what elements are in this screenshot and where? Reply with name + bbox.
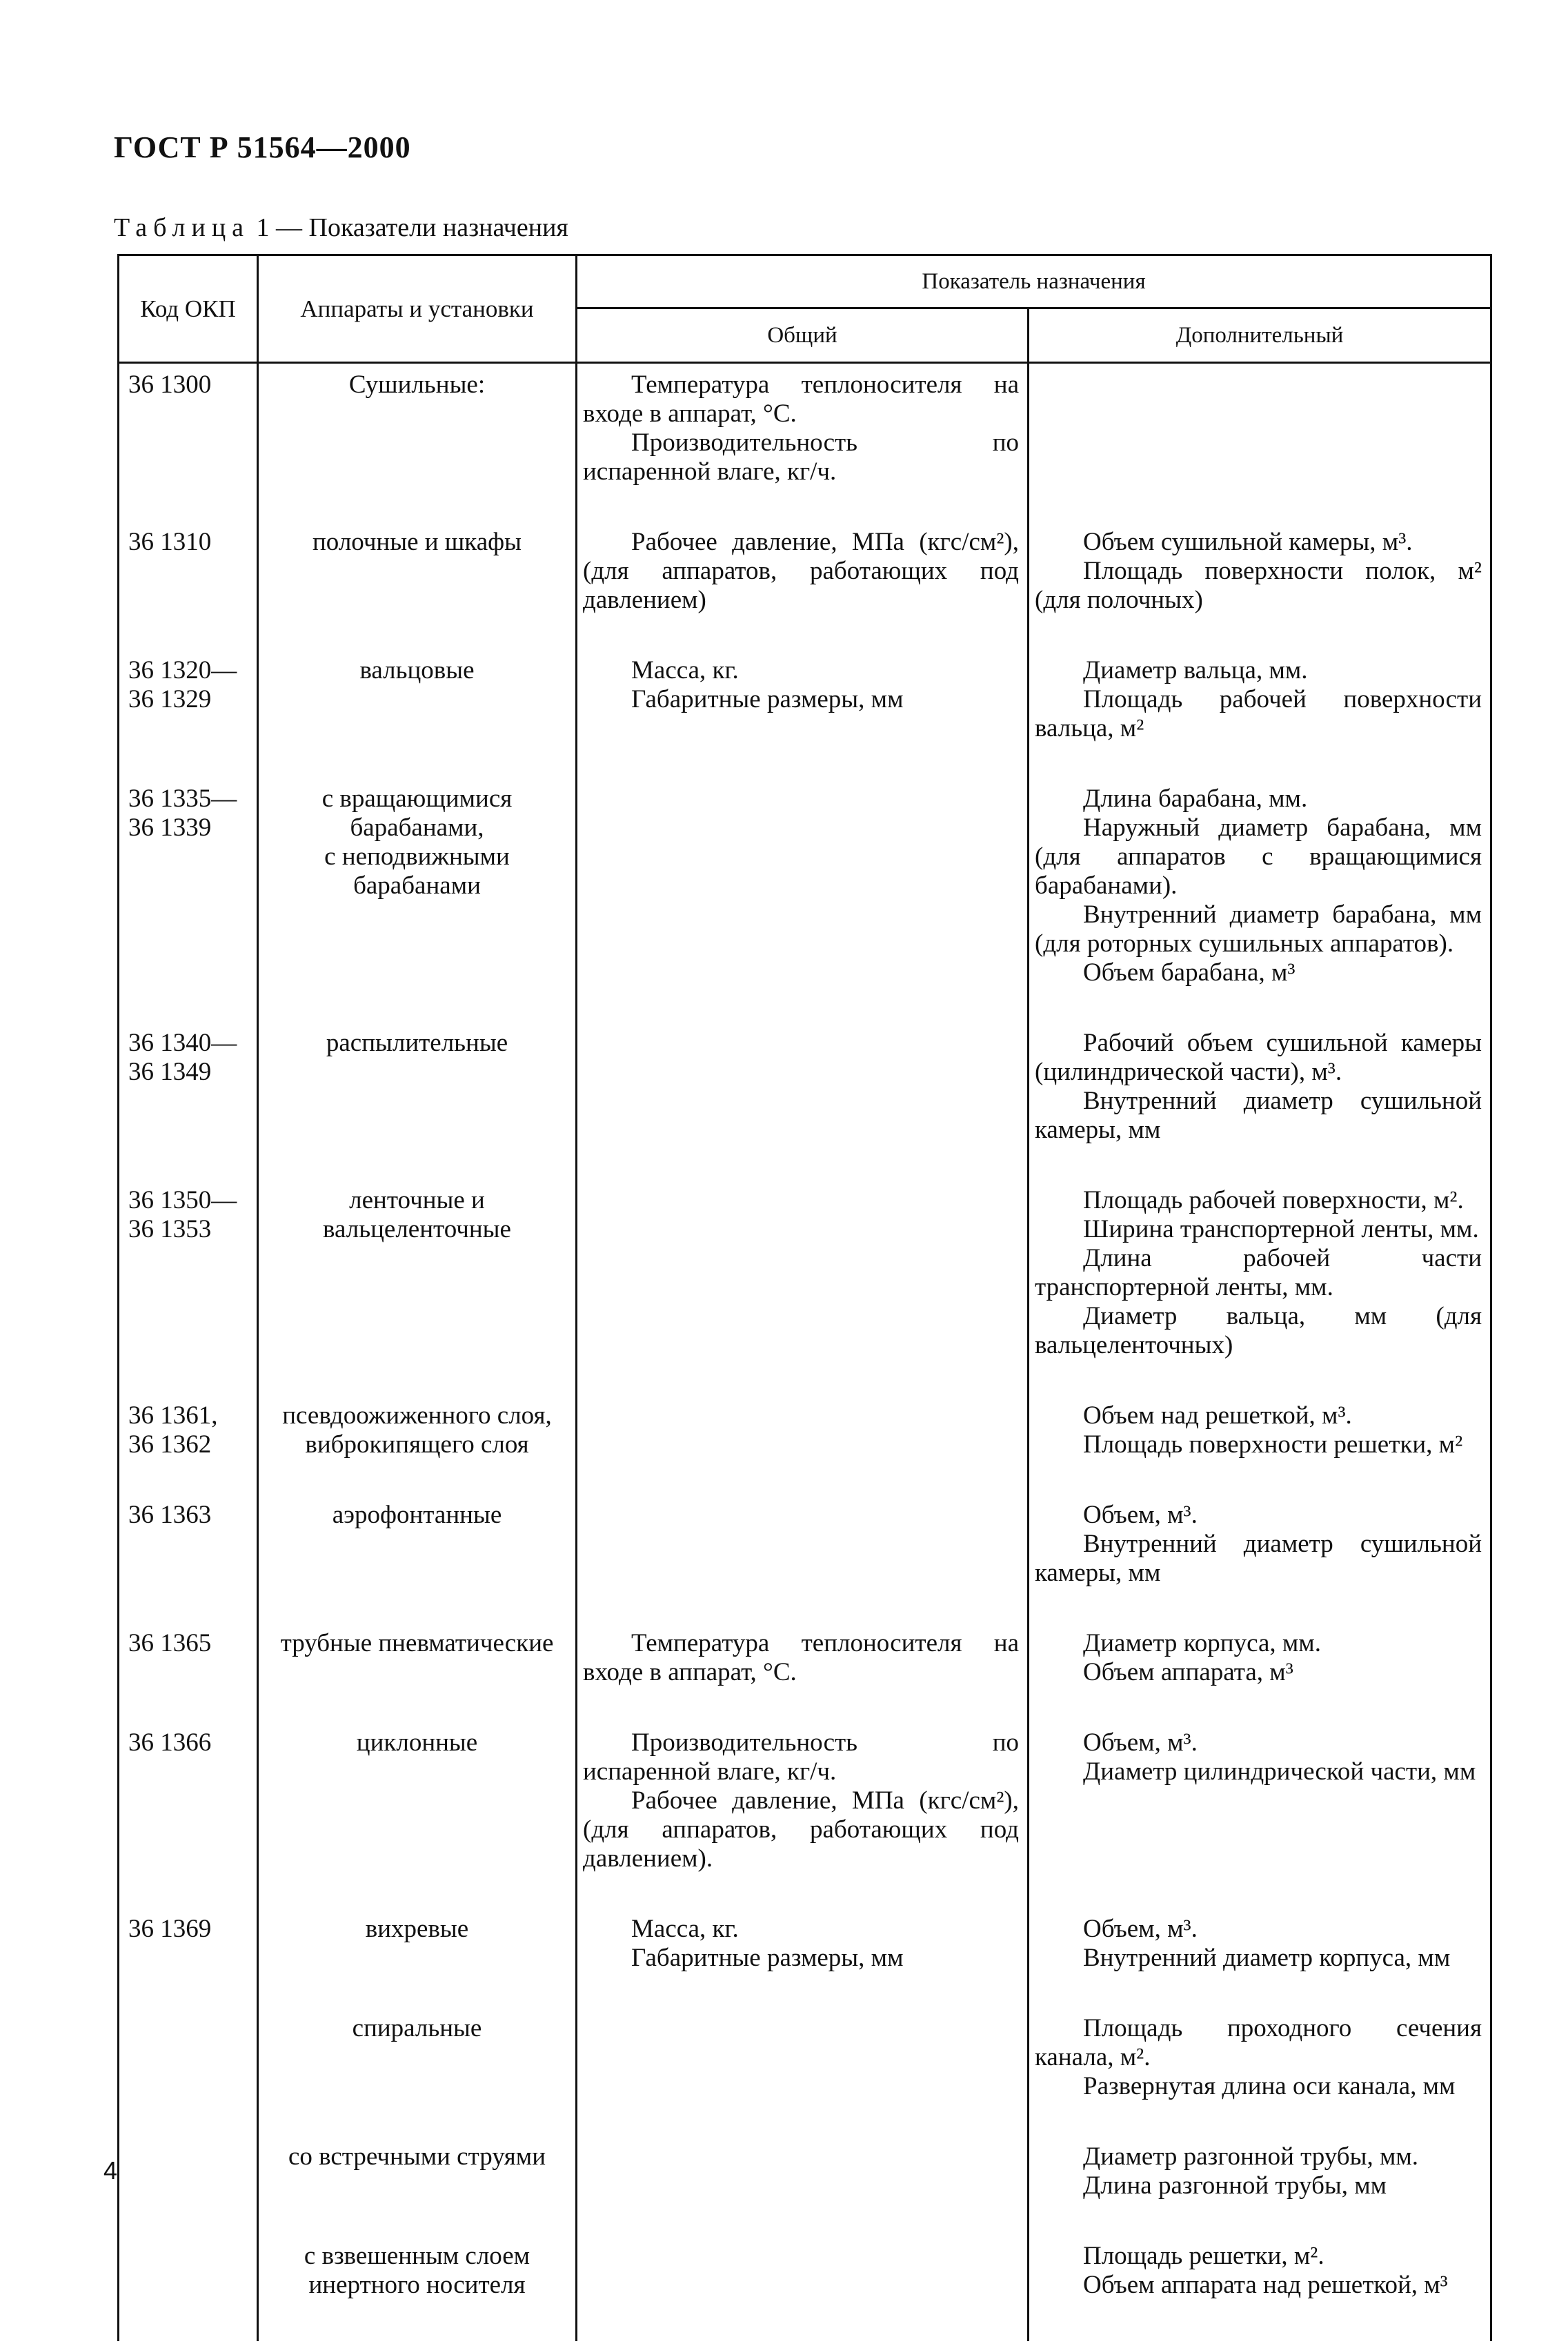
apparatus-line: барабанами, — [350, 814, 484, 842]
general-indicator-cell — [577, 785, 1029, 1029]
apparatus-line: с вращающимися — [321, 785, 513, 813]
code-cell — [119, 1501, 258, 1629]
column-header-code: Код ОКП — [119, 255, 258, 363]
code-cell — [119, 363, 258, 529]
code-cell — [119, 1029, 258, 1186]
additional-indicator-text: Диаметр корпуса, мм. — [1083, 1629, 1321, 1657]
additional-indicator-text: Диаметр разгонной трубы, мм. — [1083, 2142, 1419, 2171]
general-indicator-text: Масса, кг. — [631, 1915, 739, 1943]
code-line: 36 1310 — [128, 528, 212, 556]
page-number: 4 — [103, 2156, 118, 2185]
code-line: 36 1340— — [128, 1029, 237, 1057]
apparatus-cell — [258, 2142, 577, 2242]
additional-indicator-cell — [1029, 1728, 1491, 1915]
additional-indicator-text: Площадь рабочей поверхности, м². — [1083, 1186, 1464, 1214]
table-body — [119, 363, 1491, 2342]
code-line: 36 1349 — [128, 1058, 212, 1086]
code-cell — [119, 2142, 258, 2242]
code-line: 36 1363 — [128, 1501, 212, 1529]
code-line: 36 1362 — [128, 1430, 212, 1459]
apparatus-cell — [258, 1029, 577, 1186]
apparatus-cell — [258, 1501, 577, 1629]
additional-indicator-cell — [1029, 785, 1491, 1029]
general-indicator-text: Производительность по испаренной влаге, кг/ч. — [583, 428, 1019, 486]
apparatus-line: вальцовые — [359, 656, 475, 684]
indicators-table — [117, 254, 1492, 2341]
additional-indicator-text: Объем аппарата над решеткой, м³ — [1083, 2271, 1448, 2299]
apparatus-line: Сушильные: — [348, 371, 486, 399]
additional-indicator-cell — [1029, 2014, 1491, 2142]
code-cell — [119, 1401, 258, 1501]
code-line: 36 1361, — [128, 1401, 218, 1430]
apparatus-cell — [258, 2014, 577, 2142]
general-indicator-text: Масса, кг. — [631, 656, 739, 684]
code-cell — [119, 1186, 258, 1401]
code-line: 36 1300 — [128, 371, 212, 399]
general-indicator-text: Температура теплоносителя на входе в аппарат, °С. — [583, 371, 1019, 428]
code-line: 36 1335— — [128, 785, 237, 813]
code-line: 36 1339 — [128, 814, 212, 842]
additional-indicator-text: Ширина транспортерной ленты, мм. — [1083, 1215, 1479, 1243]
general-indicator-cell — [577, 656, 1029, 785]
document-header: ГОСТ Р 51564—2000 — [114, 130, 411, 164]
additional-indicator-text: Наружный диаметр барабана, мм (для аппаратов с вращающимися барабанами). — [1035, 814, 1482, 900]
additional-indicator-text: Внутренний диаметр сушильной камеры, мм — [1035, 1087, 1482, 1144]
table-row — [119, 785, 1491, 1029]
apparatus-line: ленточные и — [349, 1186, 485, 1214]
additional-indicator-text: Объем, м³. — [1083, 1501, 1198, 1529]
apparatus-line: трубные пневматические — [280, 1629, 554, 1657]
additional-indicator-text: Объем, м³. — [1083, 1915, 1198, 1943]
additional-indicator-text: Объем, м³. — [1083, 1728, 1198, 1757]
general-indicator-cell — [577, 1401, 1029, 1501]
additional-indicator-text: Объем сушильной камеры, м³. — [1083, 528, 1413, 556]
table-row — [119, 1915, 1491, 2014]
table-row — [119, 2142, 1491, 2242]
additional-indicator-text: Объем над решеткой, м³. — [1083, 1401, 1352, 1430]
additional-indicator-cell — [1029, 1186, 1491, 1401]
additional-indicator-text: Диаметр вальца, мм. — [1083, 656, 1308, 684]
apparatus-line: аэрофонтанные — [332, 1501, 502, 1529]
apparatus-line: вихревые — [365, 1915, 469, 1943]
additional-indicator-text: Площадь решетки, м². — [1083, 2242, 1324, 2270]
general-indicator-cell — [577, 1629, 1029, 1728]
table-row — [119, 528, 1491, 656]
code-line: 36 1369 — [128, 1915, 212, 1943]
additional-indicator-text: Длина рабочей части транспортерной ленты, мм. — [1035, 1244, 1482, 1301]
apparatus-line: вальцеленточные — [323, 1215, 511, 1243]
general-indicator-text: Габаритные размеры, мм — [631, 1944, 904, 1972]
code-line: 36 1329 — [128, 685, 212, 713]
table-row — [119, 1186, 1491, 1401]
column-header-additional: Дополнительный — [1029, 308, 1491, 363]
apparatus-cell — [258, 528, 577, 656]
additional-indicator-text: Внутренний диаметр корпуса, мм — [1083, 1944, 1451, 1972]
additional-indicator-text: Объем барабана, м³ — [1083, 958, 1296, 987]
apparatus-cell — [258, 2242, 577, 2341]
code-line: 36 1350— — [128, 1186, 237, 1214]
additional-indicator-text: Площадь рабочей поверхности вальца, м² — [1035, 685, 1482, 742]
general-indicator-cell — [577, 2242, 1029, 2341]
apparatus-line: барабанами — [353, 871, 481, 900]
code-cell — [119, 2014, 258, 2142]
general-indicator-text: Температура теплоносителя на входе в аппарат, °С. — [583, 1629, 1019, 1686]
apparatus-cell — [258, 1401, 577, 1501]
additional-indicator-text: Диаметр цилиндрической части, мм — [1083, 1757, 1476, 1786]
additional-indicator-cell — [1029, 656, 1491, 785]
apparatus-cell — [258, 1629, 577, 1728]
table-caption-title: 1 — Показатели назначения — [250, 213, 568, 242]
table-row — [119, 656, 1491, 785]
column-header-apparatus: Аппараты и установки — [258, 255, 577, 363]
code-cell — [119, 2242, 258, 2341]
table-row — [119, 1501, 1491, 1629]
apparatus-line: циклонные — [356, 1728, 478, 1757]
code-line: 36 1366 — [128, 1728, 212, 1757]
code-line: 36 1353 — [128, 1215, 212, 1243]
apparatus-line: со встречными струями — [288, 2142, 546, 2171]
general-indicator-cell — [577, 1915, 1029, 2014]
apparatus-line: виброкипящего слоя — [305, 1430, 529, 1459]
table-row — [119, 1029, 1491, 1186]
table-caption — [114, 213, 568, 243]
additional-indicator-text: Длина разгонной трубы, мм — [1083, 2171, 1387, 2200]
table-row — [119, 1401, 1491, 1501]
general-indicator-cell — [577, 363, 1029, 529]
table-row — [119, 1728, 1491, 1915]
general-indicator-text: Габаритные размеры, мм — [631, 685, 904, 713]
code-cell — [119, 785, 258, 1029]
column-header-indicator: Показатель назначения — [577, 255, 1491, 308]
general-indicator-cell — [577, 2142, 1029, 2242]
general-indicator-text: Рабочее давление, МПа (кгс/см²), (для аппаратов, работающих под давлением) — [583, 528, 1019, 614]
apparatus-cell — [258, 1728, 577, 1915]
table-row — [119, 2014, 1491, 2142]
additional-indicator-text: Диаметр вальца, мм (для вальцеленточных) — [1035, 1302, 1482, 1359]
table-caption-word: Таблица — [114, 213, 250, 242]
additional-indicator-cell — [1029, 1401, 1491, 1501]
additional-indicator-text: Длина барабана, мм. — [1083, 785, 1308, 813]
apparatus-line: инертного носителя — [308, 2271, 526, 2299]
code-cell — [119, 1728, 258, 1915]
additional-indicator-cell — [1029, 2142, 1491, 2242]
additional-indicator-text: Площадь поверхности полок, м² (для полочных) — [1035, 557, 1482, 614]
code-cell — [119, 656, 258, 785]
additional-indicator-text: Площадь проходного сечения канала, м². — [1035, 2014, 1482, 2071]
apparatus-line: спиральные — [352, 2014, 482, 2042]
apparatus-cell — [258, 363, 577, 529]
apparatus-line: с взвешенным слоем — [304, 2242, 530, 2270]
additional-indicator-text: Площадь поверхности решетки, м² — [1083, 1430, 1463, 1459]
apparatus-line: полочные и шкафы — [312, 528, 522, 556]
additional-indicator-text: Внутренний диаметр сушильной камеры, мм — [1035, 1530, 1482, 1587]
code-cell — [119, 1629, 258, 1728]
general-indicator-cell — [577, 2014, 1029, 2142]
additional-indicator-cell — [1029, 2242, 1491, 2341]
additional-indicator-cell — [1029, 528, 1491, 656]
additional-indicator-cell — [1029, 1501, 1491, 1629]
general-indicator-cell — [577, 1186, 1029, 1401]
general-indicator-text: Рабочее давление, МПа (кгс/см²), (для аппаратов, работающих под давлением). — [583, 1786, 1019, 1873]
additional-indicator-text: Объем аппарата, м³ — [1083, 1658, 1293, 1686]
general-indicator-cell — [577, 528, 1029, 656]
apparatus-cell — [258, 656, 577, 785]
additional-indicator-text: Рабочий объем сушильной камеры (цилиндрической части), м³. — [1035, 1029, 1482, 1086]
additional-indicator-text: Развернутая длина оси канала, мм — [1083, 2072, 1456, 2100]
additional-indicator-cell — [1029, 1915, 1491, 2014]
apparatus-line: распылительные — [326, 1029, 508, 1057]
additional-indicator-text: Внутренний диаметр барабана, мм (для роторных сушильных аппаратов). — [1035, 900, 1482, 958]
table-row — [119, 363, 1491, 529]
general-indicator-cell — [577, 1501, 1029, 1629]
indicators-table-container — [117, 254, 1490, 2341]
additional-indicator-cell — [1029, 1629, 1491, 1728]
table-row — [119, 1629, 1491, 1728]
general-indicator-cell — [577, 1029, 1029, 1186]
apparatus-line: с неподвижными — [324, 842, 510, 871]
table-row — [119, 2242, 1491, 2341]
additional-indicator-cell — [1029, 1029, 1491, 1186]
apparatus-cell — [258, 1186, 577, 1401]
code-line: 36 1320— — [128, 656, 237, 684]
apparatus-cell — [258, 1915, 577, 2014]
column-header-general: Общий — [577, 308, 1029, 363]
apparatus-cell — [258, 785, 577, 1029]
code-line: 36 1365 — [128, 1629, 212, 1657]
general-indicator-text: Производительность по испаренной влаге, кг/ч. — [583, 1728, 1019, 1786]
additional-indicator-cell — [1029, 363, 1491, 529]
general-indicator-cell — [577, 1728, 1029, 1915]
code-cell — [119, 1915, 258, 2014]
code-cell — [119, 528, 258, 656]
apparatus-line: псевдоожиженного слоя, — [282, 1401, 552, 1430]
